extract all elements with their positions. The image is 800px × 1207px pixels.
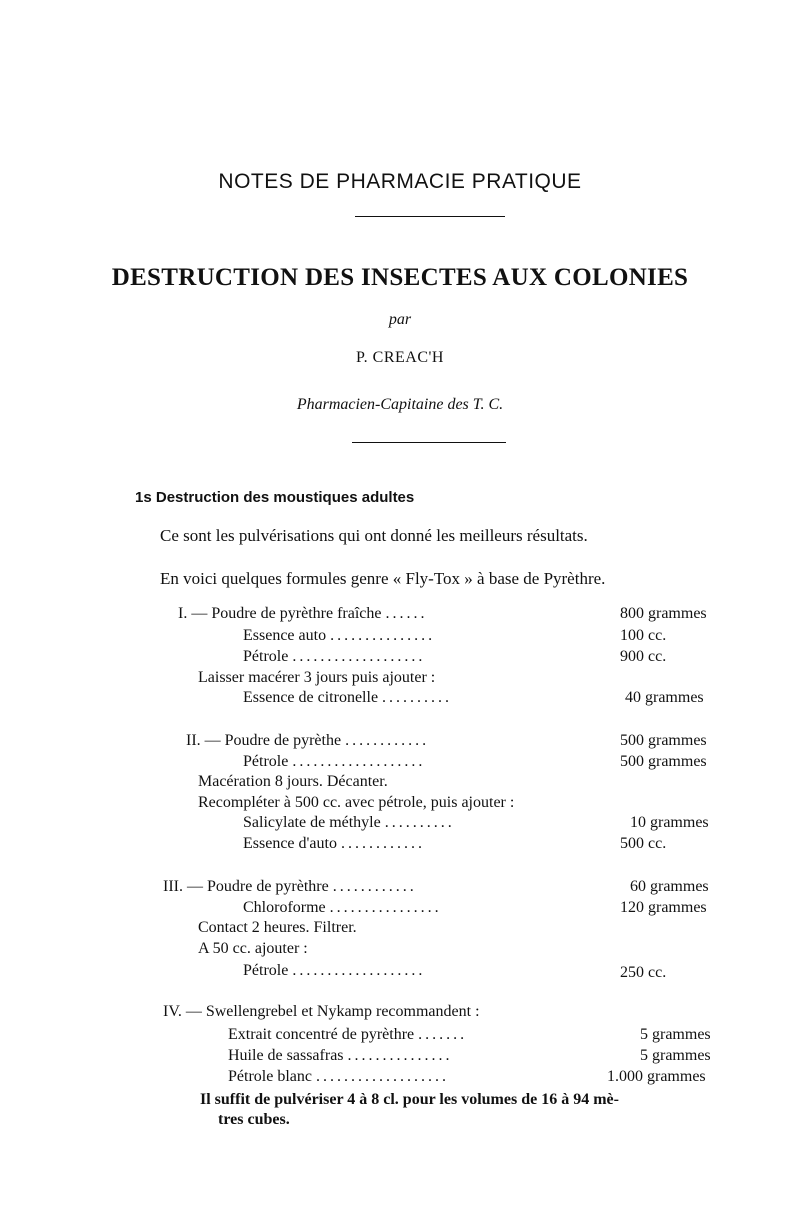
formula-3-line-2: Chloroforme ................	[243, 899, 442, 916]
formula-3-line-1: III. — Poudre de pyrèthre ............	[163, 878, 417, 895]
formula-1-qty-1: 800 grammes	[620, 605, 707, 622]
formula-3-line-3: Pétrole ...................	[243, 962, 426, 979]
formula-4-line-3: Pétrole blanc ...................	[228, 1068, 449, 1085]
formula-1-line-1: I. — Poudre de pyrèthre fraîche ......	[178, 605, 428, 622]
formula-4-qty-1: 5 grammes	[640, 1026, 711, 1043]
formula-2-qty-1: 500 grammes	[620, 732, 707, 749]
byline-par: par	[388, 311, 412, 328]
formula-4-line-1: Extrait concentré de pyrèthre .......	[228, 1026, 468, 1043]
intro-paragraph: Ce sont les pulvérisations qui ont donné les meilleurs résultats.	[160, 526, 588, 545]
formula-4-qty-3: 1.000 grammes	[607, 1068, 706, 1085]
section-number: 1s	[135, 489, 152, 506]
formula-2-line-4: Essence d'auto ............	[243, 835, 425, 852]
formula-4-intro: IV. — Swellengrebel et Nykamp recommandent :	[163, 1003, 480, 1020]
formula-1-line-4: Essence de citronelle ..........	[243, 689, 453, 706]
author-name: P. CREAC'H	[356, 349, 444, 366]
formula-3-note-1: Contact 2 heures. Filtrer.	[198, 919, 357, 936]
formula-2-note-2: Recompléter à 500 cc. avec pétrole, puis ajouter :	[198, 794, 515, 811]
formula-2-line-3: Salicylate de méthyle ..........	[243, 814, 455, 831]
formula-intro: En voici quelques formules genre « Fly-Tox » à base de Pyrèthre.	[160, 569, 606, 588]
formula-2-note-1: Macération 8 jours. Décanter.	[198, 773, 388, 790]
author-affiliation: Pharmacien-Capitaine des T. C.	[296, 396, 504, 413]
formula-1-qty-4: 40 grammes	[625, 689, 704, 706]
formula-1-line-3: Pétrole ...................	[243, 648, 426, 665]
article-title: DESTRUCTION DES INSECTES AUX COLONIES	[111, 264, 689, 291]
section-title: Destruction des moustiques adultes	[155, 489, 415, 506]
formula-1-note: Laisser macérer 3 jours puis ajouter :	[198, 669, 436, 686]
formula-3-qty-2: 120 grammes	[620, 899, 707, 916]
formula-2-qty-4: 500 cc.	[620, 835, 667, 852]
formula-2-line-2: Pétrole ...................	[243, 753, 426, 770]
series-title: NOTES DE PHARMACIE PRATIQUE	[218, 170, 582, 193]
divider-bottom	[352, 442, 506, 443]
formula-3-note-2: A 50 cc. ajouter :	[198, 940, 308, 957]
formula-4-note-1: Il suffit de pulvériser 4 à 8 cl. pour les volumes de 16 à 94 mè-	[200, 1091, 619, 1108]
formula-2-qty-2: 500 grammes	[620, 753, 707, 770]
divider-top	[355, 216, 505, 217]
formula-2-line-1: II. — Poudre de pyrèthe ............	[186, 732, 430, 749]
formula-3-qty-3: 250 cc.	[620, 964, 667, 981]
formula-3-qty-1: 60 grammes	[630, 878, 709, 895]
formula-1-line-2: Essence auto ...............	[243, 627, 436, 644]
formula-4-qty-2: 5 grammes	[640, 1047, 711, 1064]
formula-4-note-2: tres cubes.	[218, 1111, 290, 1128]
formula-4-line-2: Huile de sassafras ...............	[228, 1047, 453, 1064]
formula-1-qty-2: 100 cc.	[620, 627, 667, 644]
formula-1-qty-3: 900 cc.	[620, 648, 667, 665]
section-heading	[135, 489, 414, 506]
formula-2-qty-3: 10 grammes	[630, 814, 709, 831]
